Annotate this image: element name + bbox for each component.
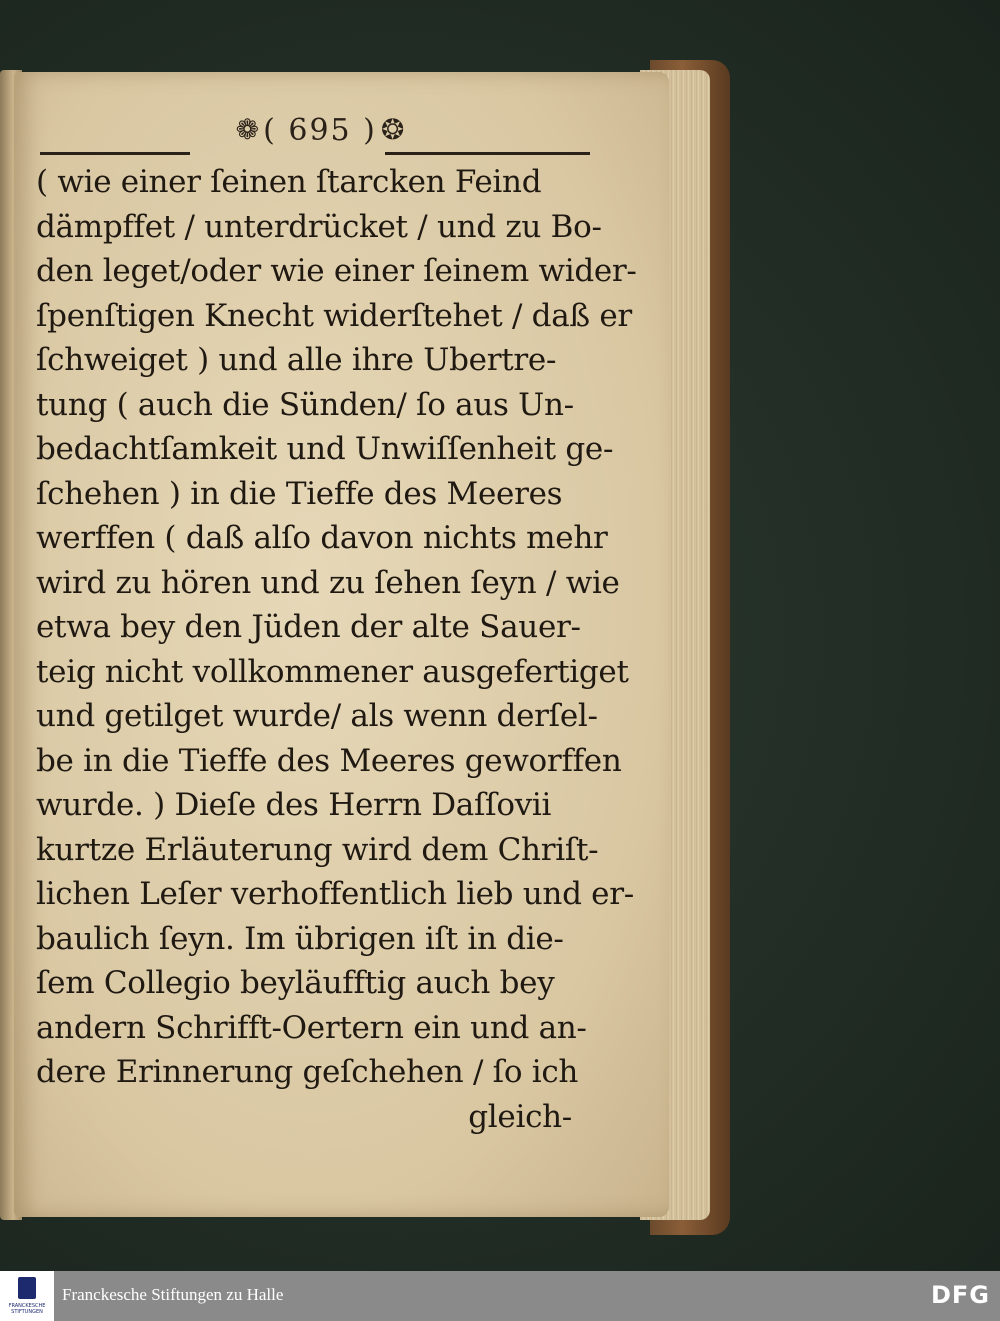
text-line: werffen ( daß alſo davon nichts mehr xyxy=(36,520,608,556)
text-line: andern Schrifft-Oertern ein und an- xyxy=(36,1009,587,1046)
text-line: dere Erinnerung geſchehen / ſo ich xyxy=(36,1054,579,1090)
text-line: den leget/oder wie einer ſeinem wider- xyxy=(36,253,637,289)
text-line: wurde. ) Dieſe des Herrn Daſſovii xyxy=(36,787,552,823)
ornament-left-icon: ❁ xyxy=(235,113,260,146)
institution-name[interactable]: Franckesche Stiftungen zu Halle xyxy=(62,1285,284,1304)
text-line: wird zu hören und zu ſehen ſeyn / wie xyxy=(36,564,620,601)
text-line: bedachtſamkeit und Unwiſſenheit ge- xyxy=(36,431,614,467)
text-line: ſpenſtigen Knecht widerſtehet / daß er xyxy=(36,297,632,334)
building-icon xyxy=(18,1277,36,1299)
institution-logo[interactable] xyxy=(0,1271,54,1321)
header-rule-left xyxy=(40,152,190,155)
dfg-logo[interactable]: DFG xyxy=(930,1281,990,1309)
text-line: etwa bey den Jüden der alte Sauer- xyxy=(36,609,581,645)
header-rule-right xyxy=(385,152,590,155)
text-line: ſchweiget ) und alle ihre Ubertre- xyxy=(36,342,557,378)
text-line: dämpffet / unterdrücket / und zu Bo- xyxy=(36,208,602,245)
page-header xyxy=(200,110,440,150)
text-line: be in die Tieffe des Meeres geworffen xyxy=(36,742,622,779)
text-line: lichen Leſer verhoffentlich lieb und er- xyxy=(36,876,634,912)
text-line: baulich ſeyn. Im übrigen iſt in die- xyxy=(36,920,564,957)
page-number: ( 695 ) xyxy=(263,112,377,148)
text-line: ( wie einer ſeinen ſtarcken Feind xyxy=(36,164,542,200)
logo-text: FRANCKESCHE STIFTUNGEN xyxy=(8,1303,46,1315)
text-line: und getilget wurde/ als wenn derſel- xyxy=(36,698,598,734)
ornament-right-icon: ❂ xyxy=(380,113,405,146)
text-line: tung ( auch die Sünden/ ſo aus Un- xyxy=(36,386,574,423)
body-text xyxy=(36,160,637,1139)
text-line: ſchehen ) in die Tieffe des Meeres xyxy=(36,475,563,512)
catchword: gleich- xyxy=(468,1098,572,1135)
text-line: kurtze Erläuterung wird dem Chriſt- xyxy=(36,831,599,868)
text-line: teig nicht vollkommener ausgefertiget xyxy=(36,653,629,690)
text-line: ſem Collegio beyläufftig auch bey xyxy=(36,965,555,1001)
footer-bar xyxy=(0,1271,1000,1321)
